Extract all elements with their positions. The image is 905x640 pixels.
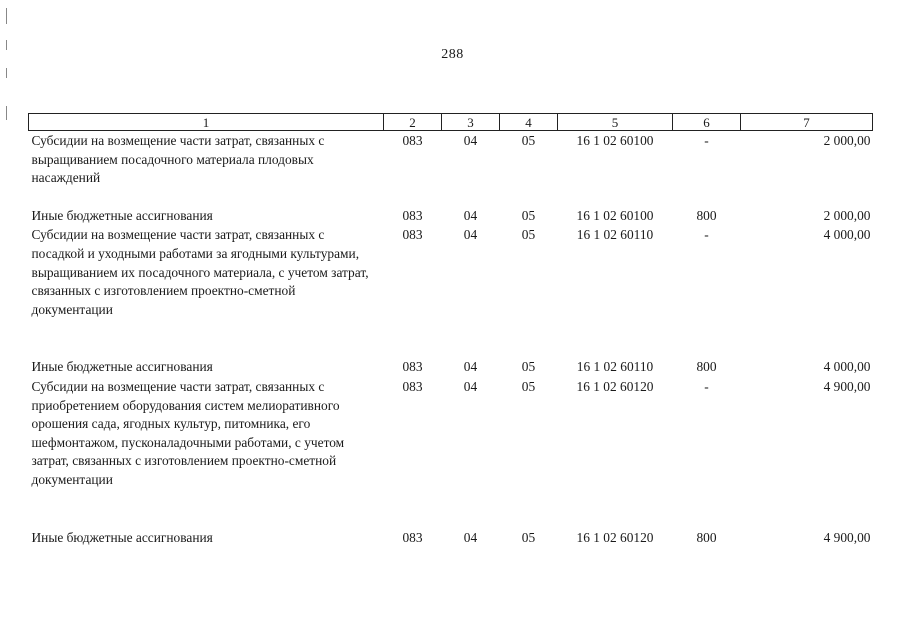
expense-type-code: 800 xyxy=(696,529,717,545)
table-row xyxy=(29,206,873,226)
scan-edge-mark xyxy=(6,106,7,120)
section-code: 04 xyxy=(463,227,478,243)
amount: 4 000,00 xyxy=(823,359,871,375)
column-header: 2 xyxy=(384,114,442,131)
ministry-code: 083 xyxy=(402,207,423,223)
section-code: 04 xyxy=(463,378,478,394)
target-item-code: 16 1 02 60100 xyxy=(576,133,654,148)
section-code: 04 xyxy=(463,359,478,375)
target-item-code: 16 1 02 60100 xyxy=(576,207,654,223)
row-spacer xyxy=(29,188,873,206)
row-spacer xyxy=(29,319,873,339)
row-spacer xyxy=(29,339,873,357)
subsection-code: 05 xyxy=(521,133,536,148)
section-code: 04 xyxy=(463,133,478,148)
subsection-code: 05 xyxy=(521,378,536,394)
scan-edge-mark xyxy=(6,68,7,78)
ministry-code: 083 xyxy=(402,359,423,375)
ministry-code: 083 xyxy=(402,378,423,394)
item-name: Иные бюджетные ассигнования xyxy=(31,207,213,223)
amount: 2 000,00 xyxy=(823,207,871,223)
ministry-code: 083 xyxy=(402,529,423,545)
table-row xyxy=(29,225,873,319)
table-row xyxy=(29,131,873,188)
column-header: 3 xyxy=(442,114,500,131)
target-item-code: 16 1 02 60110 xyxy=(576,359,654,375)
column-header: 1 xyxy=(29,114,384,131)
amount: 2 000,00 xyxy=(823,133,871,148)
row-spacer xyxy=(29,490,873,510)
item-name: Субсидии на возмещение части затрат, связанных с выращиванием посадочного материала плодовых насаждений xyxy=(31,133,325,186)
item-name: Субсидии на возмещение части затрат, связанных с посадкой и уходными работами за ягодными культурами, выращиванием их посадочного материала, с учетом затрат, связанных с изготовлением проектно-сметной документации xyxy=(31,227,369,317)
ministry-code: 083 xyxy=(402,227,423,243)
column-header: 4 xyxy=(500,114,558,131)
ministry-code: 083 xyxy=(402,133,423,148)
target-item-code: 16 1 02 60120 xyxy=(576,529,654,545)
expense-type-code: - xyxy=(704,227,709,243)
budget-table xyxy=(28,113,873,547)
expense-type-code: 800 xyxy=(696,207,717,223)
subsection-code: 05 xyxy=(521,207,536,223)
item-name: Субсидии на возмещение части затрат, связанных с приобретением оборудования систем мелиоративного орошения сада, ягодных культур, питомника, его шефмонтажом, пусконаладочными работами, с учетом затрат, связанных с изготовлением проектно-сметной документации xyxy=(31,378,345,487)
table-row xyxy=(29,528,873,548)
column-header: 7 xyxy=(741,114,873,131)
expense-type-code: - xyxy=(704,378,709,394)
subsection-code: 05 xyxy=(521,227,536,243)
page-number: 288 xyxy=(441,47,464,62)
item-name: Иные бюджетные ассигнования xyxy=(31,359,213,375)
amount: 4 900,00 xyxy=(823,378,871,394)
table-header-row xyxy=(29,114,873,131)
target-item-code: 16 1 02 60120 xyxy=(576,378,654,394)
row-spacer xyxy=(29,510,873,528)
item-name: Иные бюджетные ассигнования xyxy=(31,529,213,545)
expense-type-code: - xyxy=(704,133,709,148)
table-row xyxy=(29,377,873,490)
section-code: 04 xyxy=(463,207,478,223)
column-header: 6 xyxy=(673,114,741,131)
amount: 4 000,00 xyxy=(823,227,871,243)
scan-edge-mark xyxy=(6,8,7,24)
section-code: 04 xyxy=(463,529,478,545)
subsection-code: 05 xyxy=(521,359,536,375)
table-row xyxy=(29,357,873,377)
amount: 4 900,00 xyxy=(823,529,871,545)
column-header: 5 xyxy=(558,114,673,131)
target-item-code: 16 1 02 60110 xyxy=(576,227,654,243)
expense-type-code: 800 xyxy=(696,359,717,375)
subsection-code: 05 xyxy=(521,529,536,545)
